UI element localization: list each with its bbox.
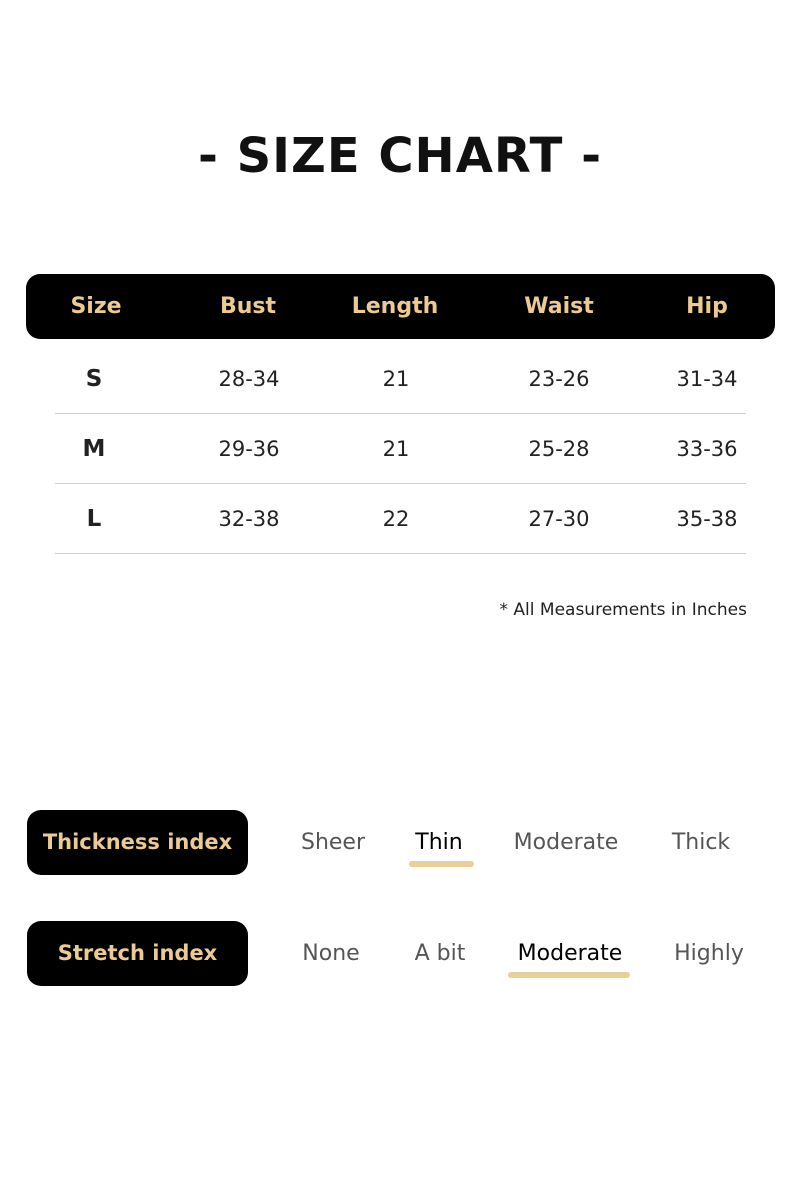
cell-hip: 33-36 [676, 437, 738, 461]
table-header [26, 274, 775, 339]
header-bust: Bust [219, 294, 277, 319]
stretch-selected-underline [508, 972, 630, 978]
cell-bust: 32-38 [218, 507, 280, 531]
cell-waist: 27-30 [528, 507, 590, 531]
stretch-option-highly: Highly [674, 941, 744, 966]
header-length: Length [351, 294, 439, 319]
header-size: Size [70, 294, 122, 319]
cell-waist: 23-26 [528, 367, 590, 391]
page-title: - SIZE CHART - [197, 128, 603, 184]
cell-size: M [82, 436, 106, 462]
table-row [55, 484, 746, 554]
thickness-option-thick: Thick [671, 830, 731, 855]
table-row [55, 414, 746, 484]
stretch-option-none: None [302, 941, 360, 966]
thickness-selected-underline [409, 861, 474, 867]
cell-bust: 29-36 [218, 437, 280, 461]
thickness-option-thin: Thin [415, 830, 463, 855]
measurement-note: * All Measurements in Inches [499, 600, 747, 620]
cell-hip: 31-34 [676, 367, 738, 391]
header-waist: Waist [524, 294, 594, 319]
cell-bust: 28-34 [218, 367, 280, 391]
stretch-index-label: Stretch index [27, 921, 248, 986]
thickness-option-moderate: Moderate [513, 830, 619, 855]
header-hip: Hip [686, 294, 728, 319]
thickness-option-sheer: Sheer [300, 830, 366, 855]
cell-hip: 35-38 [676, 507, 738, 531]
cell-length: 22 [382, 507, 410, 531]
cell-size: L [86, 506, 102, 532]
cell-length: 21 [382, 367, 410, 391]
stretch-option-a-bit: A bit [414, 941, 466, 966]
thickness-index-label: Thickness index [27, 810, 248, 875]
cell-waist: 25-28 [528, 437, 590, 461]
stretch-option-moderate: Moderate [517, 941, 623, 966]
cell-size: S [85, 366, 103, 392]
cell-length: 21 [382, 437, 410, 461]
table-row [55, 344, 746, 414]
